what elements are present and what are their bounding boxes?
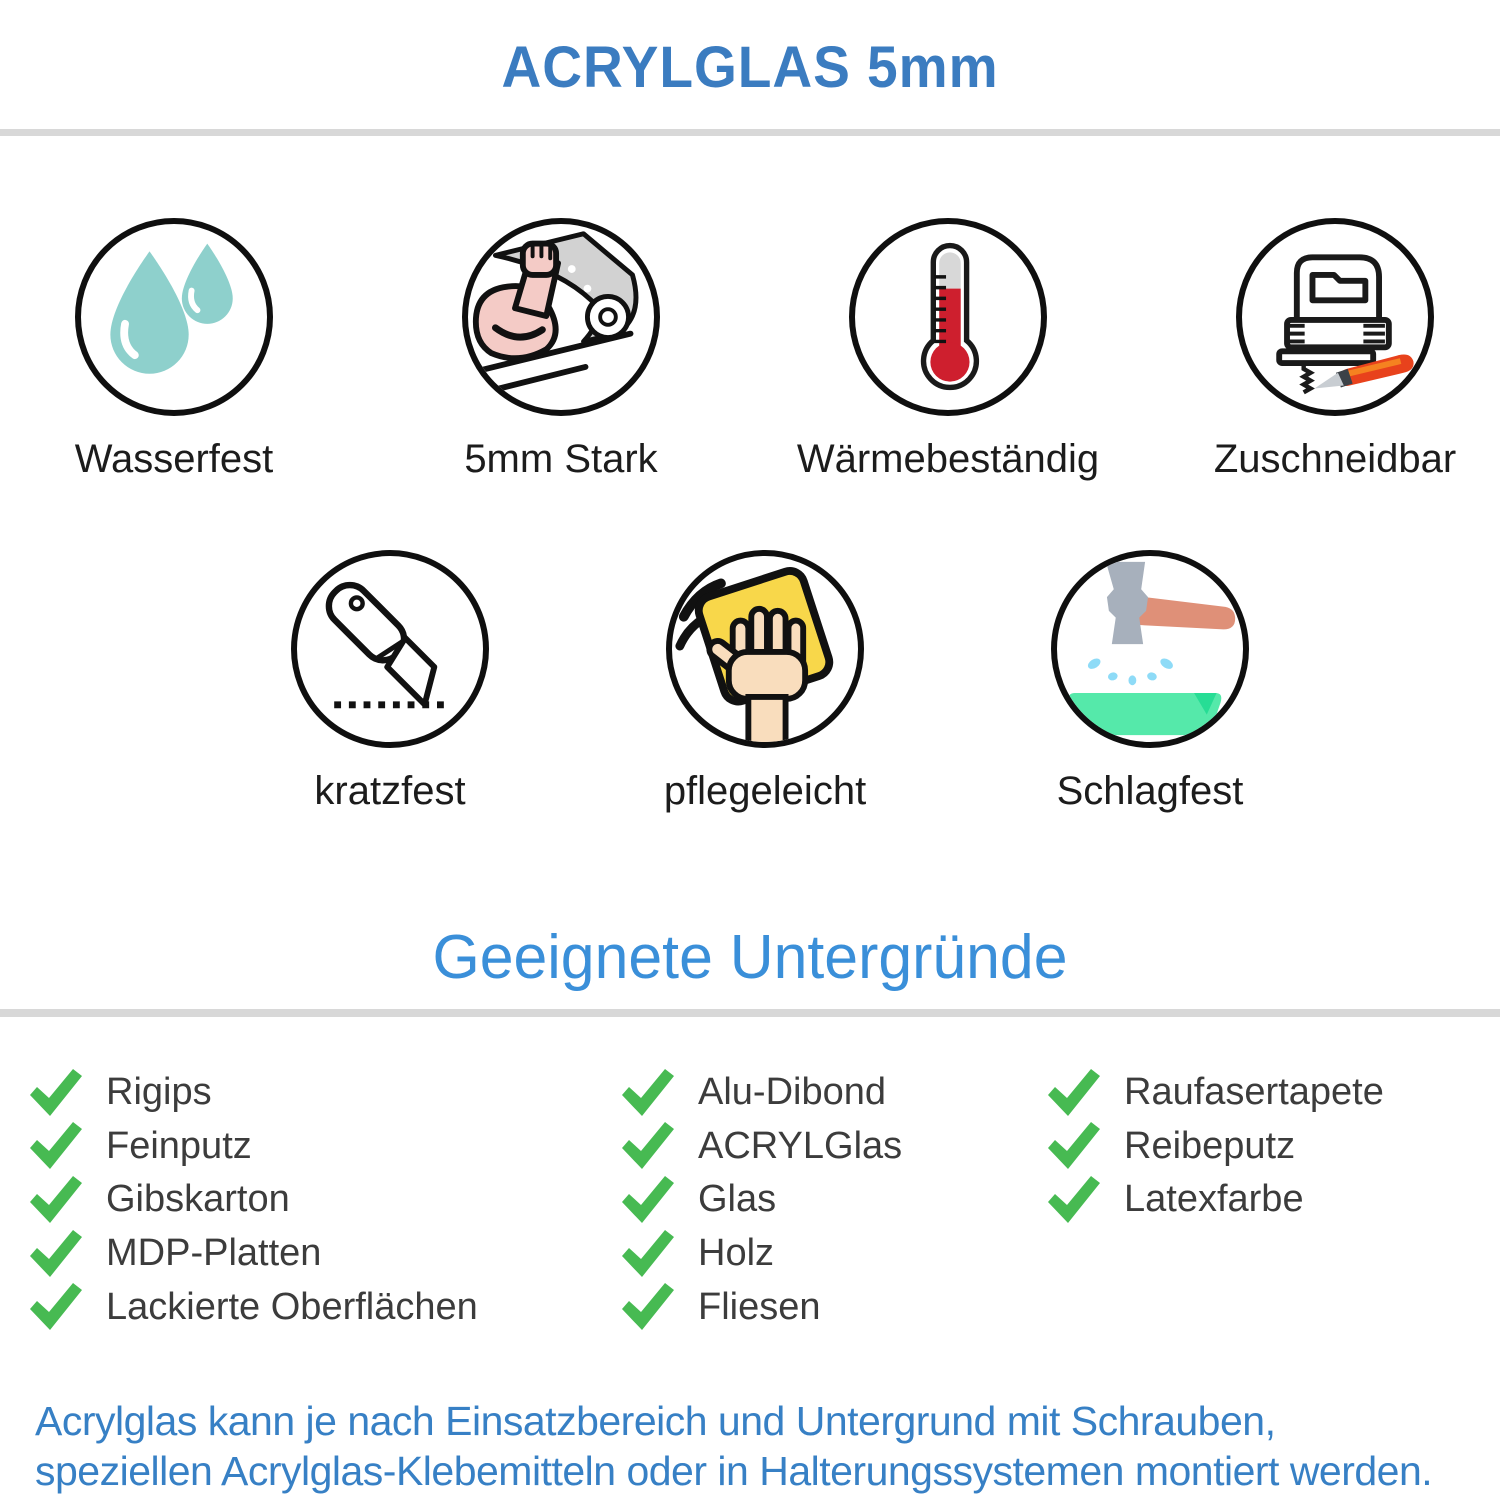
list-item-label: Lackierte Oberflächen <box>106 1285 478 1328</box>
feature-5mm-stark <box>391 218 731 482</box>
feature-waermebestaendig <box>778 218 1118 482</box>
feature-label: 5mm Stark <box>464 437 658 481</box>
list-item <box>1046 1173 1384 1227</box>
page-title: ACRYLGLAS 5mm <box>501 35 999 100</box>
list-item <box>620 1280 902 1334</box>
water-drops-icon <box>75 218 273 416</box>
check-icon <box>28 1282 84 1332</box>
surfaces-column-3 <box>1046 1066 1384 1227</box>
list-item-label: Raufasertapete <box>1124 1071 1384 1114</box>
list-item-label: Rigips <box>106 1071 212 1114</box>
mounting-note <box>35 1396 1495 1496</box>
list-item <box>28 1227 478 1281</box>
mounting-note-line2: speziellen Acrylglas-Klebemitteln oder in Halterungssystemen montiert werden. <box>35 1448 1433 1494</box>
jigsaw-icon <box>1236 218 1434 416</box>
check-icon <box>620 1229 676 1279</box>
list-item-label: Holz <box>698 1232 775 1275</box>
list-item-label: Alu-Dibond <box>698 1071 886 1114</box>
list-item <box>28 1066 478 1120</box>
list-item <box>620 1120 902 1174</box>
list-item-label: MDP-Platten <box>106 1232 322 1275</box>
list-item-label: Glas <box>698 1178 777 1221</box>
surfaces-column-1 <box>28 1066 478 1334</box>
section-heading: Geeignete Untergründe <box>432 923 1068 992</box>
list-item-label: ACRYLGlas <box>698 1124 903 1167</box>
divider-middle <box>0 1009 1500 1017</box>
surfaces-column-2 <box>620 1066 902 1334</box>
feature-label: Zuschneidbar <box>1213 437 1457 481</box>
list-item-label: Latexfarbe <box>1124 1178 1304 1221</box>
feature-kratzfest <box>220 550 560 814</box>
check-icon <box>28 1068 84 1118</box>
cleaning-hand-icon <box>666 550 864 748</box>
thermometer-icon <box>849 218 1047 416</box>
feature-label: kratzfest <box>314 769 466 813</box>
check-icon <box>1046 1121 1102 1171</box>
list-item-label: Gibskarton <box>106 1178 290 1221</box>
list-item <box>1046 1120 1384 1174</box>
check-icon <box>28 1175 84 1225</box>
check-icon <box>620 1282 676 1332</box>
feature-schlagfest <box>980 550 1320 814</box>
list-item-label: Reibeputz <box>1124 1124 1296 1167</box>
check-icon <box>28 1121 84 1171</box>
utility-knife-icon <box>291 550 489 748</box>
list-item-label: Fliesen <box>698 1285 821 1328</box>
feature-label: Wasserfest <box>74 437 274 481</box>
list-item <box>28 1173 478 1227</box>
hammer-icon <box>1051 550 1249 748</box>
list-item <box>620 1227 902 1281</box>
list-item <box>28 1120 478 1174</box>
feature-zuschneidbar <box>1165 218 1500 482</box>
list-item-label: Feinputz <box>106 1124 252 1167</box>
feature-pflegeleicht <box>595 550 935 814</box>
mounting-note-line1: Acrylglas kann je nach Einsatzbereich und Untergrund mit Schrauben, <box>35 1398 1276 1444</box>
list-item <box>28 1280 478 1334</box>
list-item <box>620 1173 902 1227</box>
check-icon <box>620 1175 676 1225</box>
list-item <box>620 1066 902 1120</box>
feature-label: Wärmebeständig <box>796 437 1100 481</box>
check-icon <box>620 1068 676 1118</box>
check-icon <box>28 1229 84 1279</box>
feature-label: Schlagfest <box>1056 769 1244 813</box>
check-icon <box>620 1121 676 1171</box>
check-icon <box>1046 1068 1102 1118</box>
flexed-arm-icon <box>462 218 660 416</box>
feature-label: pflegeleicht <box>663 769 867 813</box>
list-item <box>1046 1066 1384 1120</box>
check-icon <box>1046 1175 1102 1225</box>
feature-wasserfest <box>4 218 344 482</box>
divider-top <box>0 129 1500 136</box>
